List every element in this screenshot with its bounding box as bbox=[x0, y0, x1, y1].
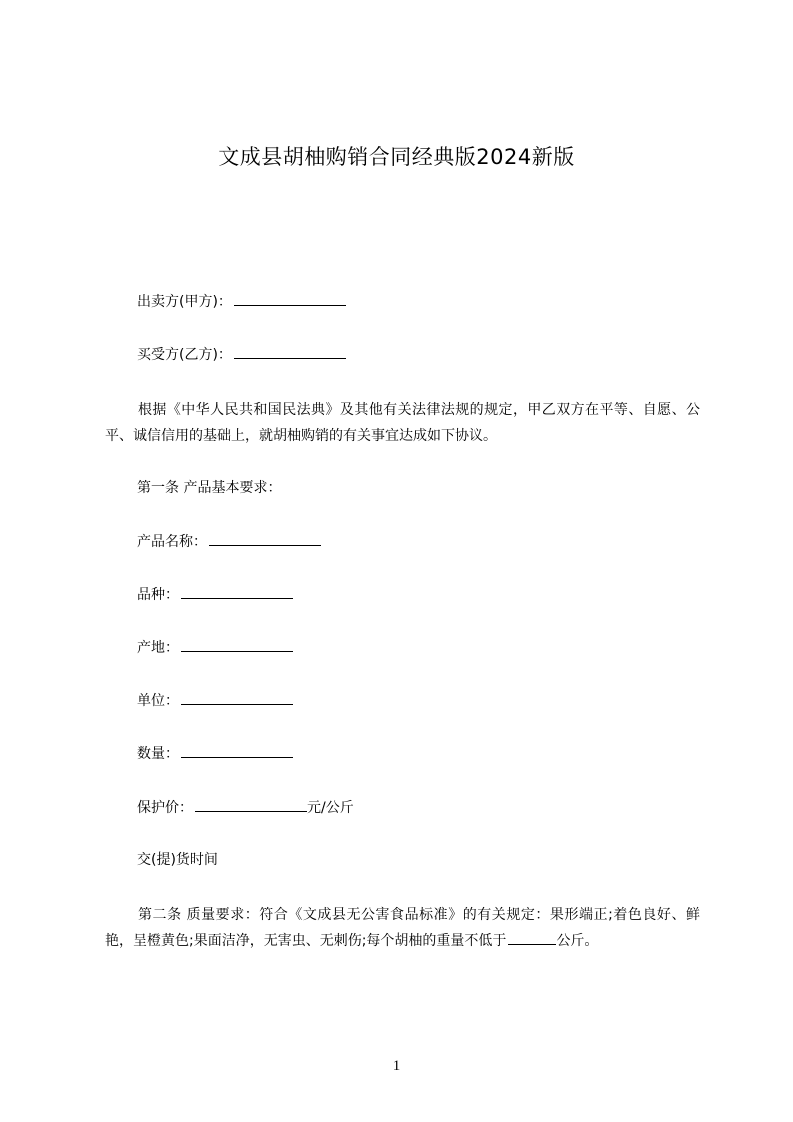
origin-line bbox=[137, 637, 293, 658]
product-name-blank bbox=[209, 531, 321, 546]
seller-line bbox=[137, 291, 346, 312]
product-name-line bbox=[137, 531, 321, 552]
price-label: 保护价： bbox=[137, 800, 193, 816]
unit-blank bbox=[181, 690, 293, 705]
origin-blank bbox=[181, 637, 293, 652]
weight-blank bbox=[508, 930, 556, 945]
price-unit: 元/公斤 bbox=[307, 800, 354, 816]
seller-label: 出卖方(甲方)： bbox=[137, 294, 232, 310]
article1-heading: 第一条 产品基本要求： bbox=[137, 480, 282, 496]
variety-blank bbox=[181, 584, 293, 599]
page-number: 1 bbox=[392, 1058, 401, 1074]
document-title: 文成县胡柚购销合同经典版2024新版 bbox=[218, 145, 575, 169]
article2-text: 第二条 质量要求：符合《文成县无公害食品标准》的有关规定：果形端正;着色良好、鲜艳，呈橙黄色;果面洁净，无害虫、无刺伤;每个胡柚的重量不低于 bbox=[105, 907, 700, 949]
preamble-paragraph: 根据《中华人民共和国民法典》及其他有关法律法规的规定，甲乙双方在平等、自愿、公平、诚信信用的基础上，就胡柚购销的有关事宜达成如下协议。 bbox=[105, 402, 700, 444]
article2-paragraph bbox=[105, 902, 700, 954]
price-line bbox=[137, 797, 354, 818]
article2-text-end: 公斤。 bbox=[556, 933, 599, 949]
variety-label: 品种： bbox=[137, 587, 179, 603]
unit-line bbox=[137, 690, 293, 711]
price-blank bbox=[195, 797, 307, 812]
unit-label: 单位： bbox=[137, 693, 179, 709]
buyer-blank bbox=[234, 344, 346, 359]
seller-blank bbox=[234, 291, 346, 306]
origin-label: 产地： bbox=[137, 640, 179, 656]
variety-line bbox=[137, 584, 293, 605]
buyer-label: 买受方(乙方)： bbox=[137, 347, 232, 363]
quantity-line bbox=[137, 743, 293, 764]
quantity-label: 数量： bbox=[137, 746, 179, 762]
quantity-blank bbox=[181, 743, 293, 758]
product-name-label: 产品名称： bbox=[137, 534, 207, 550]
buyer-line bbox=[137, 344, 346, 365]
delivery-time-line: 交(提)货时间 bbox=[137, 852, 218, 868]
